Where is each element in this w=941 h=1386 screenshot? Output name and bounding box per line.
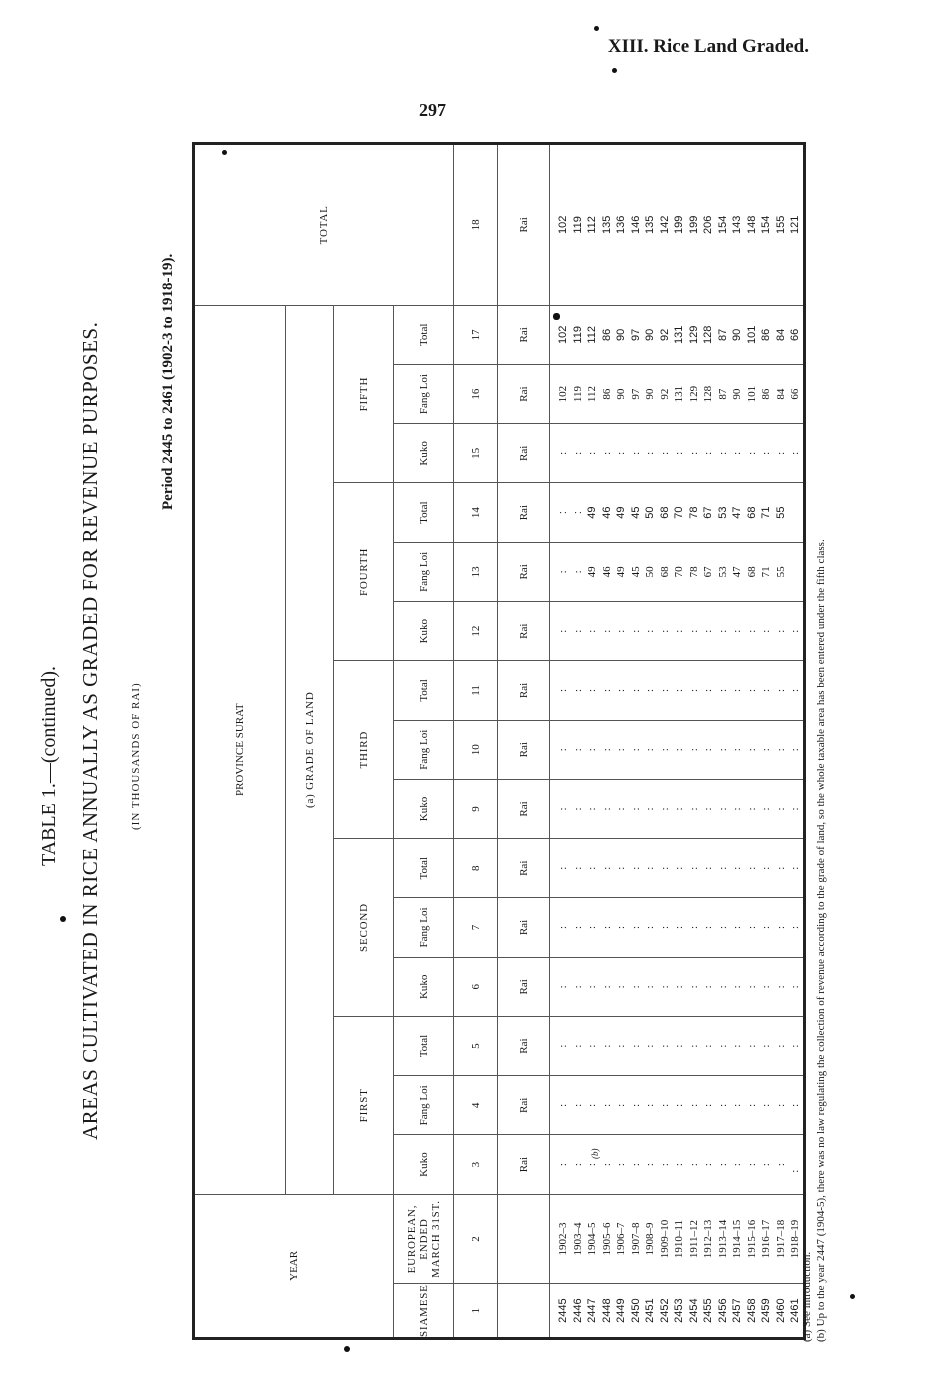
fifth-fang-loi-values: 102 119 112 86 90 97 90 92 131 129 128 87 90 101 86 84 66	[550, 364, 805, 423]
third-fang-loi-values: : : : : : : : : : : : : : : : : :	[550, 720, 805, 779]
footnote-a: (a) See introduction.	[801, 1251, 813, 1342]
fang-loi-header: Fang Loi	[394, 542, 454, 601]
fifth-total-values: 102 119 112 86 90 97 90 92 131 129 128 87 90 101 86 84 66	[550, 305, 805, 364]
rice-land-table	[192, 142, 806, 1340]
column-number: 7	[454, 898, 498, 957]
grade-second-header: SECOND	[334, 839, 394, 1017]
grade-first-header: FIRST	[334, 1016, 394, 1194]
first-kuko-values: : : : : : : : : : : : : : : : : :	[557, 1163, 801, 1173]
column-number: 6	[454, 957, 498, 1016]
column-number: 12	[454, 602, 498, 661]
second-total-values: : : : : : : : : : : : : : : : : :	[550, 839, 805, 898]
column-number: 18	[454, 144, 498, 306]
unit-label: Rai	[498, 1135, 550, 1194]
period-line: Period 2445 to 2461 (1902-3 to 1918-19).	[160, 253, 176, 510]
unit-label: Rai	[498, 661, 550, 720]
unit-label: Rai	[498, 898, 550, 957]
ink-speck	[612, 68, 617, 73]
fourth-total-values: : : 49 46 49 45 50 68 70 78 67 53 47 68 71 55	[550, 483, 805, 542]
grade-fourth-header: FOURTH	[334, 483, 394, 661]
first-kuko-cell	[550, 1135, 805, 1194]
grand-total-values: 102 119 112 135 136 146 135 142 199 199 206 154 143 148 154 155 121	[550, 144, 805, 306]
column-number: 2	[454, 1194, 498, 1284]
province-header: PROVINCE SURAT	[194, 305, 286, 1194]
fang-loi-header: Fang Loi	[394, 720, 454, 779]
running-header: XIII. Rice Land Graded.	[607, 36, 809, 57]
ink-speck	[222, 150, 227, 155]
column-number: 8	[454, 839, 498, 898]
unit-label: Rai	[498, 144, 550, 306]
fourth-fang-loi-values: : : 49 46 49 45 50 68 70 78 67 53 47 68 71 55	[550, 542, 805, 601]
third-total-values: : : : : : : : : : : : : : : : : :	[550, 661, 805, 720]
column-number: 4	[454, 1076, 498, 1135]
total-subheader: Total	[394, 1016, 454, 1075]
fang-loi-header: Fang Loi	[394, 1076, 454, 1135]
kuko-header: Kuko	[394, 779, 454, 838]
column-number: 15	[454, 424, 498, 483]
unit-label: Rai	[498, 483, 550, 542]
kuko-header: Kuko	[394, 424, 454, 483]
grade-of-land-header: (a) GRADE OF LAND	[286, 305, 334, 1194]
footnotes	[800, 539, 828, 1342]
column-number: 9	[454, 779, 498, 838]
unit-label: Rai	[498, 424, 550, 483]
european-header: EUROPEAN, ENDED MARCH 31ST.	[394, 1194, 454, 1284]
year-header: YEAR	[194, 1194, 394, 1338]
table-subtitle: (IN THOUSANDS OF RAI)	[130, 682, 142, 830]
column-number: 16	[454, 364, 498, 423]
total-subheader: Total	[394, 661, 454, 720]
kuko-header: Kuko	[394, 957, 454, 1016]
unit-label: Rai	[498, 602, 550, 661]
unit-label: Rai	[498, 779, 550, 838]
table-frame	[192, 142, 801, 1340]
column-number: 13	[454, 542, 498, 601]
first-total-values: : : : : : : : : : : : : : : : : :	[550, 1016, 805, 1075]
ink-speck	[594, 26, 599, 31]
second-fang-loi-values: : : : : : : : : : : : : : : : : :	[550, 898, 805, 957]
total-header: TOTAL	[194, 144, 454, 306]
total-subheader: Total	[394, 305, 454, 364]
unit-label: Rai	[498, 957, 550, 1016]
unit-label: Rai	[498, 1016, 550, 1075]
ink-speck	[553, 313, 560, 320]
ink-speck	[60, 916, 66, 922]
kuko-header: Kuko	[394, 1135, 454, 1194]
fang-loi-header: Fang Loi	[394, 364, 454, 423]
unit-label: Rai	[498, 364, 550, 423]
unit-label: Rai	[498, 839, 550, 898]
unit-label: Rai	[498, 720, 550, 779]
column-number: 17	[454, 305, 498, 364]
column-number: 11	[454, 661, 498, 720]
second-kuko-values: : : : : : : : : : : : : : : : : :	[550, 957, 805, 1016]
column-number: 3	[454, 1135, 498, 1194]
column-number: 1	[454, 1284, 498, 1339]
third-kuko-values: : : : : : : : : : : : : : : : : :	[550, 779, 805, 838]
column-number: 5	[454, 1016, 498, 1075]
total-subheader: Total	[394, 839, 454, 898]
fourth-kuko-values: : : : : : : : : : : : : : : : : :	[550, 602, 805, 661]
ink-speck	[850, 1294, 855, 1299]
footnote-b: (b) Up to the year 2447 (1904-5), there was no law regulating the collection of revenue according to the grade of land, so the whole taxable area has been entered under the fifth class.	[815, 539, 827, 1342]
fifth-kuko-values: : : : : : : : : : : : : : : : : :	[550, 424, 805, 483]
column-number: 10	[454, 720, 498, 779]
kuko-header: Kuko	[394, 602, 454, 661]
unit-label: Rai	[498, 542, 550, 601]
note-b-mark: (b)	[590, 1148, 600, 1159]
grade-fifth-header: FIFTH	[334, 305, 394, 483]
grade-third-header: THIRD	[334, 661, 394, 839]
european-year-list: 1902–3 1903–4 1904–5 1905–6 1906–7 1907–8 1908–9 1909–10 1910–11 1911–12 1912–13 1913–14 1914–15 1915–16 1916–17 1917–18 1918–19	[550, 1194, 805, 1284]
siamese-year-list: 2445 2446 2447 2448 2449 2450 2451 2452 2453 2454 2455 2456 2457 2458 2459 2460 2461	[550, 1284, 805, 1339]
table-number: TABLE 1.—(continued).	[38, 665, 60, 866]
siamese-header: SIAMESE	[394, 1284, 454, 1339]
unit-label: Rai	[498, 1076, 550, 1135]
ink-speck	[344, 1346, 350, 1352]
table-title: AREAS CULTIVATED IN RICE ANNUALLY AS GRADED FOR REVENUE PURPOSES.	[78, 321, 102, 1140]
fang-loi-header: Fang Loi	[394, 898, 454, 957]
column-number: 14	[454, 483, 498, 542]
unit-label: Rai	[498, 305, 550, 364]
page-number: 297	[419, 100, 446, 120]
first-fang-loi-values: : : : : : : : : : : : : : : : : :	[550, 1076, 805, 1135]
total-subheader: Total	[394, 483, 454, 542]
